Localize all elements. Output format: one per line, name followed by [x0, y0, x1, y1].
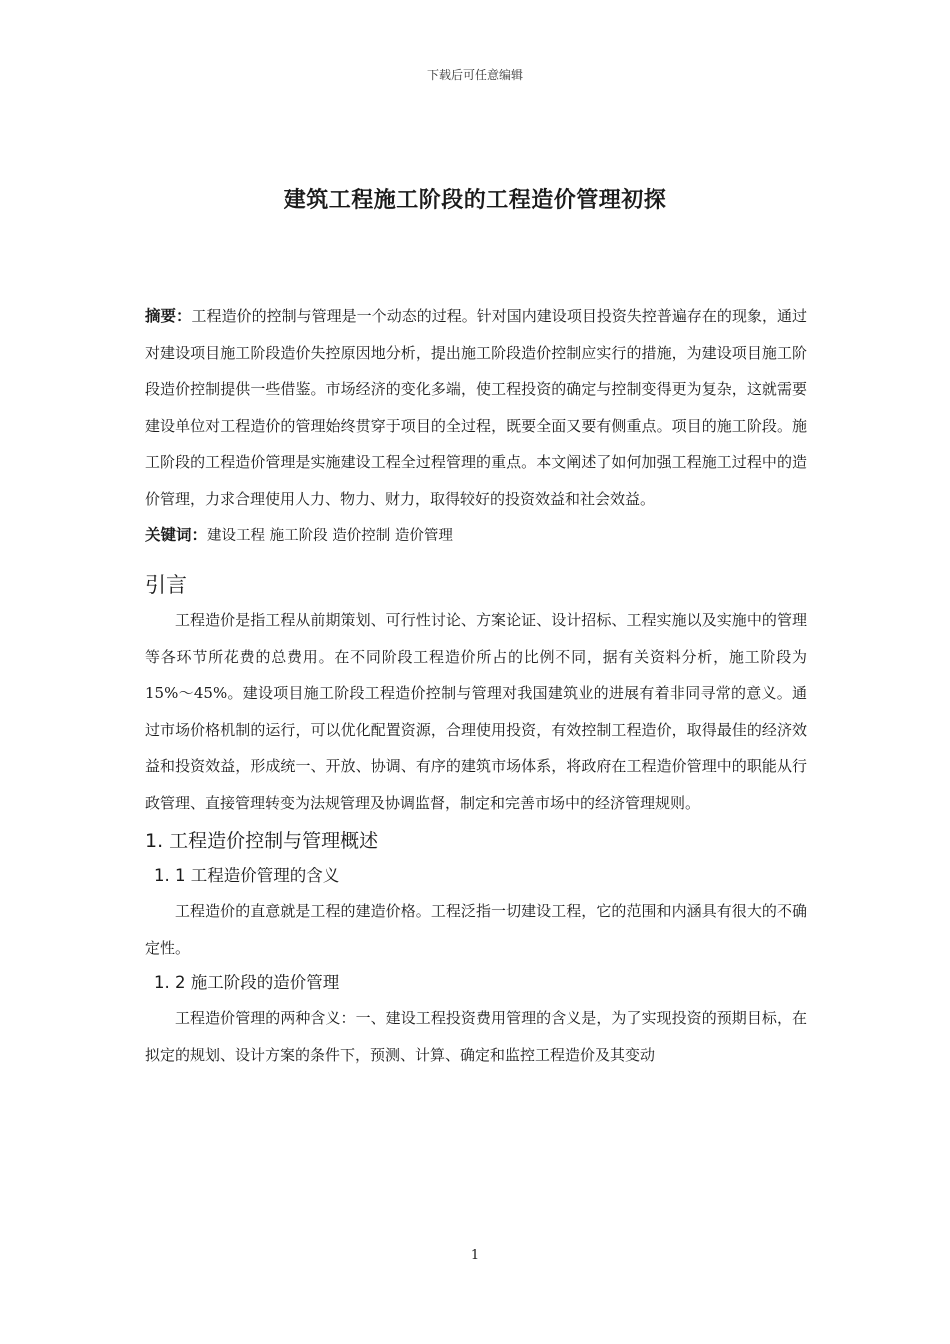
header-note: 下载后可任意编辑	[426, 68, 523, 82]
document-body	[145, 298, 807, 1073]
section-1-2-heading: 1. 2 施工阶段的造价管理	[154, 973, 340, 992]
section-1-heading: 1. 工程造价控制与管理概述	[145, 830, 379, 852]
document-title: 建筑工程施工阶段的工程造价管理初探	[283, 188, 667, 213]
intro-heading: 引言	[145, 573, 187, 597]
abstract-paragraph	[145, 298, 807, 517]
abstract-label: 摘要：	[145, 307, 192, 325]
page-number: 1	[470, 1248, 480, 1263]
keywords-text: 建设工程 施工阶段 造价控制 造价管理	[207, 528, 453, 544]
section-1-1-heading: 1. 1 工程造价管理的含义	[154, 866, 340, 885]
keywords-line	[145, 517, 807, 554]
section-1-2-paragraph: 工程造价管理的两种含义：一、建设工程投资费用管理的含义是，为了实现投资的预期目标，在拟定的规划、设计方案的条件下，预测、计算、确定和监控工程造价及其变动	[145, 1009, 807, 1064]
keywords-label: 关键词：	[145, 526, 208, 544]
section-1-1-paragraph: 工程造价的直意就是工程的建造价格。工程泛指一切建设工程，它的范围和内涵具有很大的不确定性。	[145, 902, 807, 957]
intro-paragraph: 工程造价是指工程从前期策划、可行性讨论、方案论证、设计招标、工程实施以及实施中的管理等各环节所花费的总费用。在不同阶段工程造价所占的比例不同，据有关资料分析，施工阶段为15%～45%。建设项目施工阶段工程造价控制与管理对我国建筑业的进展有着非同寻常的意义。通过市场价格机制的运行，可以优化配置资源，合理使用投资，有效控制工程造价，取得最佳的经济效益和投资效益，形成统一、开放、协调、有序的建筑市场体系，将政府在工程造价管理中的职能从行政管理、直接管理转变为法规管理及协调监督，制定和完善市场中的经济管理规则。	[145, 611, 807, 812]
abstract-text: 工程造价的控制与管理是一个动态的过程。针对国内建设项目投资失控普遍存在的现象，通过对建设项目施工阶段造价失控原因地分析，提出施工阶段造价控制应实行的措施，为建设项目施工阶段造价控制提供一些借鉴。市场经济的变化多端，使工程投资的确定与控制变得更为复杂，这就需要建设单位对工程造价的管理始终贯穿于项目的全过程，既要全面又要有侧重点。项目的施工阶段。施工阶段的工程造价管理是实施建设工程全过程管理的重点。本文阐述了如何加强工程施工过程中的造价管理，力求合理使用人力、物力、财力，取得较好的投资效益和社会效益。	[145, 307, 807, 508]
